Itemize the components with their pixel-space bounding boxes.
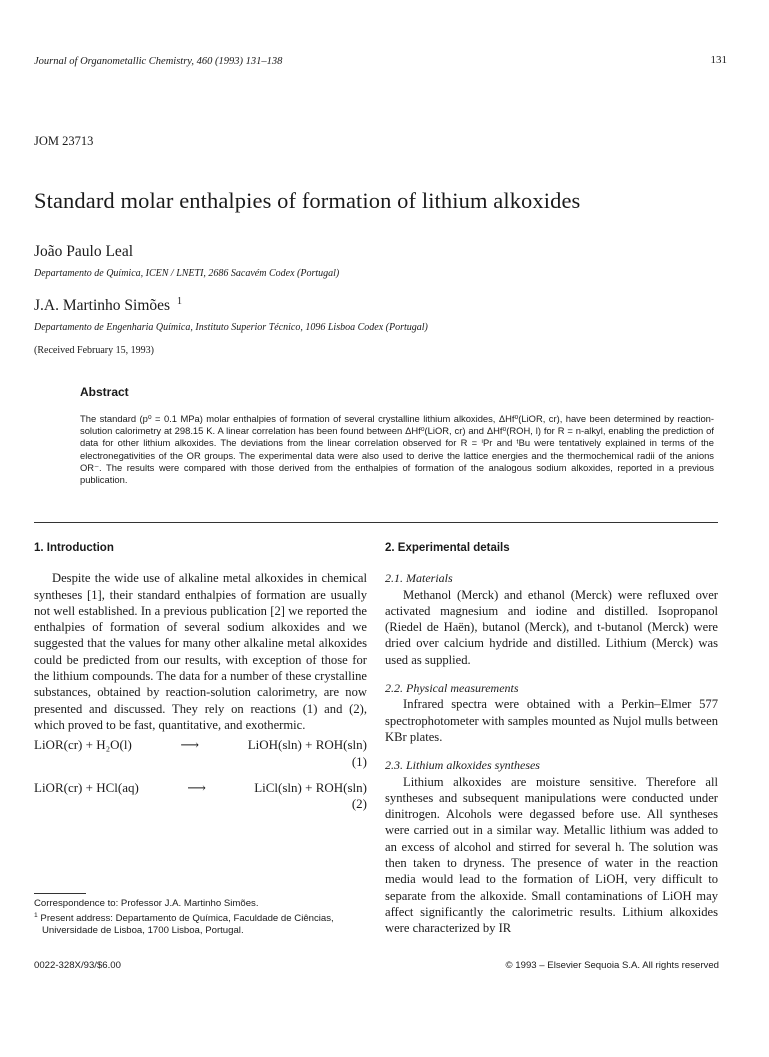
abstract-text: The standard (p⁰ = 0.1 MPa) molar enthalpies of formation of several crystalline lithium alkoxides, ΔHf⁰(LiOR, cr), have been determined by reaction-solution calorimetry at 298.15 K. A linear correlation has been found between ΔHf⁰(LiOR, cr) and ΔHf⁰(ROH, l) for R = n-alkyl, enabling the prediction of data for other lithium alkoxides. The deviations from the linear correlation observed for R = ⁱPr and ᵗBu were tentatively explained in terms of the electronegativities of the OR groups. The experimental data were also used to derive the lattice energies and the thermochemical radii of the anions OR⁻. The results were compared with those derived from the enthalpies of formation of the analogous sodium alkoxides, reported in a previous publication. — [80, 413, 714, 486]
subsection-text: Lithium alkoxides are moisture sensitive. Therefore all syntheses and subsequent manipulations were conducted under dinitrogen. Alcohols were degassed before use. All syntheses were carried out in a similar way. Metallic lithium was added to an excess of alcohol and stirred for several h. The solution was then taken to dryness. The presence of water in the reaction media would lead to the formation of LiOH, very difficult to separate from the alkoxide. Small contaminations of LiOH may affect significantly the calorimetric results. Lithium alkoxides were characterized by IR — [385, 774, 718, 936]
author-affiliation: Departamento de Engenharia Química, Instituto Superior Técnico, 1096 Lisboa Codex (Portugal) — [34, 322, 428, 333]
equation-rhs: LiCl(sln) + ROH(sln) — [254, 779, 367, 795]
footnote-rule — [34, 893, 86, 894]
page-number: 131 — [710, 54, 727, 66]
right-column — [385, 540, 718, 937]
subsection-heading: 2.2. Physical measurements — [385, 681, 519, 696]
equation-number: (1) — [351, 753, 367, 769]
author-name-text: J.A. Martinho Simões — [34, 297, 171, 314]
section-heading: 1. Introduction — [34, 542, 114, 554]
author-name — [34, 296, 182, 315]
article-title: Standard molar enthalpies of formation of lithium alkoxides — [34, 188, 581, 213]
equation-lhs: LiOR(cr) + H₂O(l) — [34, 737, 132, 753]
footnote-text: Present address: Departamento de Química, Faculdade de Ciências, Universidade de Lisboa, 1700 Lisboa, Portugal. — [40, 913, 334, 937]
reaction-arrow-icon: ⟶ — [180, 737, 200, 753]
footer-code: 0022-328X/93/$6.00 — [34, 960, 121, 971]
journal-citation: Journal of Organometallic Chemistry, 460 (1993) 131–138 — [34, 56, 283, 67]
intro-paragraph: Despite the wide use of alkaline metal alkoxides in chemical syntheses [1], their standard enthalpies of formation are usually not well established. In a previous publication [2] we reported the enthalpies of formation of several sodium alkoxides and we suggested that the values for many other alkaline metal alkoxides could be predicted from our results, with exception of those for the lithium compounds. The data for a number of these crystalline substances, obtained by reaction-solution calorimetry, are now presented and discussed. They rely on reactions (1) and (2), which proved to be fast, quantitative, and exothermic. — [34, 571, 367, 732]
equation-rhs: LiOH(sln) + ROH(sln) — [247, 737, 367, 753]
author-affiliation: Departamento de Química, ICEN / LNETI, 2686 Sacavém Codex (Portugal) — [34, 268, 340, 279]
equation-1 — [34, 737, 367, 770]
abstract-heading: Abstract — [80, 385, 129, 399]
section-heading: 2. Experimental details — [385, 542, 510, 554]
equation-number: (2) — [351, 796, 367, 812]
footnote-marker: 1 — [34, 912, 38, 919]
subsection-heading: 2.3. Lithium alkoxides syntheses — [385, 758, 540, 773]
subsection-text: Infrared spectra were obtained with a Perkin–Elmer 577 spectrophotometer with samples mounted as Nujol mulls between KBr plates. — [385, 697, 718, 744]
subsection-text: Methanol (Merck) and ethanol (Merck) were refluxed over activated magnesium and iodine and distilled. Isopropanol (Riedel de Haën), butanol (Merck), and t-butanol (Merck) were dried over calcium hydride and distilled. Lithium (Merck) was used as supplied. — [385, 587, 718, 667]
author-footnote-marker: 1 — [176, 296, 182, 307]
address-footnote — [34, 910, 382, 937]
footer-copyright: © 1993 – Elsevier Sequoia S.A. All rights reserved — [505, 960, 719, 971]
reaction-arrow-icon: ⟶ — [187, 779, 206, 795]
left-column — [34, 540, 367, 812]
received-date: (Received February 15, 1993) — [34, 345, 154, 356]
subsection-heading: 2.1. Materials — [385, 571, 453, 586]
equation-2 — [34, 780, 367, 813]
correspondence-footnote: Correspondence to: Professor J.A. Martinho Simões. — [34, 898, 259, 909]
equation-lhs: LiOR(cr) + HCl(aq) — [34, 779, 139, 795]
section-divider — [34, 522, 718, 523]
article-id: JOM 23713 — [34, 134, 94, 148]
author-name: João Paulo Leal — [34, 243, 134, 260]
